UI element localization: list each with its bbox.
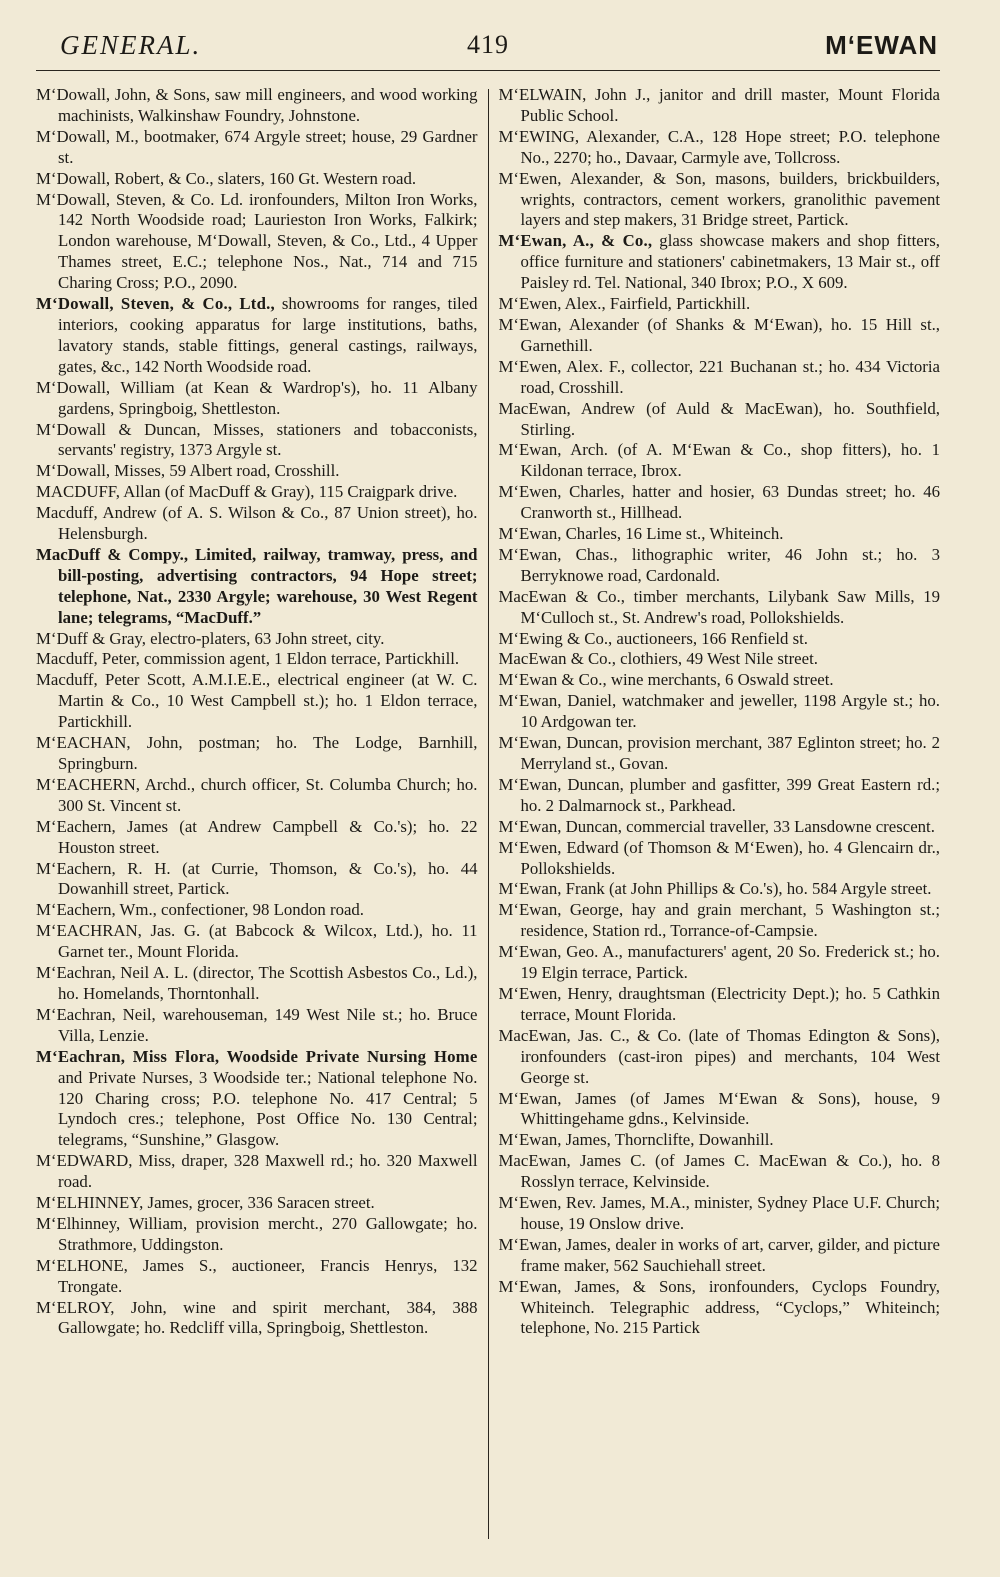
directory-entry (499, 1193, 941, 1235)
entry-text: M‘Ewan, Geo. A., manufacturers' agent, 20 So. Frederick st.; ho. 19 Elgin terrace, Partick. (498, 942, 940, 983)
entry-text: M‘Ewing & Co., auctioneers, 166 Renfield st. (498, 628, 808, 648)
entry-text: M‘Ewen, Henry, draughtsman (Electricity Dept.); ho. 5 Cathkin terrace, Mount Florida. (498, 983, 940, 1024)
page-header (36, 26, 940, 71)
entry-text: M‘Ewan, Charles, 16 Lime st., Whiteinch. (498, 524, 784, 544)
directory-entry (36, 775, 478, 817)
directory-entry (36, 1047, 478, 1152)
directory-entry (36, 1005, 478, 1047)
entry-text: M‘ELHONE, James S., auctioneer, Francis Henrys, 132 Trongate. (36, 1255, 478, 1296)
directory-entry (499, 817, 941, 838)
directory-entry (499, 1026, 941, 1089)
entry-text: M‘Ewen, Alex., Fairfield, Partickhill. (498, 294, 751, 314)
entry-text: M‘Ewan, Frank (at John Phillips & Co.'s), ho. 584 Argyle street. (498, 879, 932, 899)
directory-entry (36, 817, 478, 859)
directory-entry (499, 879, 941, 900)
entry-text: Macduff, Peter Scott, A.M.I.E.E., electrical engineer (at W. C. Martin & Co., 10 West Campbell st.); ho. 1 Eldon terrace, Partickhill. (36, 670, 478, 732)
directory-entry (499, 691, 941, 733)
directory-entry (499, 1235, 941, 1277)
entry-text: M‘Ewan, Duncan, plumber and gasfitter, 399 Great Eastern rd.; ho. 2 Dalmarnock st., Parkhead. (498, 774, 940, 815)
entry-text: M‘Eachran, Neil A. L. (director, The Scottish Asbestos Co., Ld.), ho. Homelands, Thorntonhall. (36, 963, 478, 1003)
entry-bold-name: M‘Ewan, A., & Co., (498, 231, 653, 251)
entry-text: M‘Eachern, R. H. (at Currie, Thomson, & Co.'s), ho. 44 Dowanhill street, Partick. (36, 858, 478, 899)
entry-text: MacEwan, Jas. C., & Co. (late of Thomas Edington & Sons), ironfounders (cast-iron pipes) and merchants, 104 West George st. (498, 1025, 940, 1087)
directory-entry (36, 294, 478, 378)
entry-text: M‘Ewen, Rev. James, M.A., minister, Sydney Place U.F. Church; house, 19 Onslow drive. (498, 1193, 940, 1233)
directory-entry (36, 629, 478, 650)
directory-entry (499, 545, 941, 587)
directory-entry (36, 420, 478, 462)
entry-text: M‘Eachern, James (at Andrew Campbell & Co.'s); ho. 22 Houston street. (36, 816, 478, 857)
directory-entry (36, 1298, 478, 1340)
directory-entry (499, 1151, 941, 1193)
entry-text: Macduff, Andrew (of A. S. Wilson & Co., 87 Union street), ho. Helensburgh. (36, 503, 478, 544)
entry-text: Macduff, Peter, commission agent, 1 Eldon terrace, Partickhill. (36, 649, 460, 669)
entry-text: M‘Duff & Gray, electro-platers, 63 John street, city. (36, 628, 385, 648)
running-head: M‘EWAN (825, 30, 938, 60)
entry-text: MACDUFF, Allan (of MacDuff & Gray), 115 Craigpark drive. (36, 482, 458, 502)
entry-text: M‘Dowall, M., bootmaker, 674 Argyle street; house, 29 Gardner st. (36, 126, 478, 167)
directory-entry (36, 921, 478, 963)
section-title: GENERAL. (60, 30, 202, 60)
entry-text: M‘EWING, Alexander, C.A., 128 Hope street; P.O. telephone No., 2270; ho., Davaar, Carmyle ave, Tollcross. (498, 126, 940, 167)
directory-entry (36, 649, 478, 670)
entry-text: M‘Eachern, Wm., confectioner, 98 London road. (36, 900, 365, 920)
directory-entry (36, 378, 478, 420)
entry-text: glass showcase makers and shop fitters, office furniture and stationers' cabinetmakers, 13 Mair st., off Paisley rd. Tel. National, 340 Ibrox; P.O., X 609. (520, 231, 940, 293)
entry-text: M‘Dowall, Robert, & Co., slaters, 160 Gt. Western road. (36, 168, 417, 188)
entry-text: M‘Ewan, Duncan, provision merchant, 387 Eglinton street; ho. 2 Merryland st., Govan. (498, 733, 940, 773)
directory-entry (36, 482, 478, 503)
entry-text: M‘Dowall, William (at Kean & Wardrop's), ho. 11 Albany gardens, Springboig, Shettleston. (36, 377, 478, 418)
directory-entry (36, 733, 478, 775)
entry-text: M‘Ewan, Daniel, watchmaker and jeweller, 1198 Argyle st.; ho. 10 Ardgowan ter. (498, 691, 940, 732)
directory-entry (36, 190, 478, 295)
entry-text: M‘Ewan, Duncan, commercial traveller, 33 Lansdowne crescent. (498, 816, 935, 836)
entry-text: M‘Ewan & Co., wine merchants, 6 Oswald street. (498, 670, 834, 690)
entry-text: M‘Dowall, John, & Sons, saw mill engineers, and wood working machinists, Walkinshaw Foundry, Johnstone. (36, 85, 478, 125)
directory-entry (499, 524, 941, 545)
directory-entry (36, 900, 478, 921)
entry-text: showrooms for ranges, tiled interiors, cooking apparatus for large institutions, baths, lavatory stands, stable fittings, general castings, railways, gates, &c., 142 North Woodside road. (58, 294, 478, 376)
directory-entry (499, 231, 941, 294)
entry-text: M‘Ewen, Charles, hatter and hosier, 63 Dundas street; ho. 46 Cranworth st., Hillhead. (498, 482, 940, 523)
entry-text: M‘EACHRAN, Jas. G. (at Babcock & Wilcox, Ltd.), ho. 11 Garnet ter., Mount Florida. (36, 921, 478, 962)
entry-text: MacEwan & Co., timber merchants, Lilybank Saw Mills, 19 M‘Culloch st., St. Andrew's road, Pollokshields. (498, 586, 940, 627)
page-number: 419 (467, 30, 509, 59)
directory-entry (36, 963, 478, 1005)
right-column (489, 85, 941, 1555)
directory-entry (499, 1089, 941, 1131)
directory-entry (499, 1130, 941, 1151)
directory-entry (499, 440, 941, 482)
directory-entry (36, 1256, 478, 1298)
directory-entry (499, 670, 941, 691)
directory-entry (36, 85, 478, 127)
directory-entry (36, 461, 478, 482)
left-column (36, 85, 488, 1555)
directory-entry (499, 85, 941, 127)
directory-columns (36, 85, 940, 1555)
entry-text: M‘Dowall, Steven, & Co. Ld. ironfounders, Milton Iron Works, 142 North Woodside road; Laurieston Iron Works, Falkirk; London warehouse, M‘Dowall, Steven, & Co., Ltd., 4 Upper Thames street, E.C.; telephone Nos., Nat., 714 and 715 Charing Cross; P.O., 2090. (36, 189, 478, 293)
entry-text: M‘ELHINNEY, James, grocer, 336 Saracen street. (36, 1193, 375, 1213)
directory-entry (499, 587, 941, 629)
entry-text: M‘EACHAN, John, postman; ho. The Lodge, Barnhill, Springburn. (36, 733, 478, 773)
entry-text: M‘EDWARD, Miss, draper, 328 Maxwell rd.; ho. 320 Maxwell road. (36, 1151, 478, 1192)
entry-text: M‘Ewan, James (of James M‘Ewan & Sons), house, 9 Whittingehame gdns., Kelvinside. (498, 1088, 940, 1129)
entry-text: M‘Eachran, Neil, warehouseman, 149 West Nile st.; ho. Bruce Villa, Lenzie. (36, 1004, 478, 1045)
directory-entry (36, 670, 478, 733)
directory-entry (36, 859, 478, 901)
directory-entry (499, 629, 941, 650)
directory-entry (499, 649, 941, 670)
entry-text: M‘Ewan, James, & Sons, ironfounders, Cyclops Foundry, Whiteinch. Telegraphic address, “Cyclops,” Whiteinch; telephone, No. 215 Partick (498, 1276, 940, 1338)
entry-bold-name: M‘Dowall, Steven, & Co., Ltd., (36, 294, 275, 314)
directory-entry (499, 482, 941, 524)
entry-text: M‘EACHERN, Archd., church officer, St. Columba Church; ho. 300 St. Vincent st. (36, 774, 478, 815)
directory-entry (499, 127, 941, 169)
directory-entry (499, 169, 941, 232)
directory-entry (499, 900, 941, 942)
entry-text: M‘Ewan, George, hay and grain merchant, 5 Washington st.; residence, Station rd., Torrance-of-Campsie. (498, 900, 940, 941)
entry-text: M‘ELROY, John, wine and spirit merchant, 384, 388 Gallowgate; ho. Redcliff villa, Springboig, Shettleston. (36, 1297, 478, 1338)
directory-entry (36, 169, 478, 190)
directory-entry (36, 1214, 478, 1256)
directory-entry (499, 733, 941, 775)
entry-text: M‘Ewan, James, Thornclifte, Dowanhill. (498, 1130, 774, 1150)
directory-entry (36, 1151, 478, 1193)
entry-text: M‘Ewan, Alexander (of Shanks & M‘Ewan), ho. 15 Hill st., Garnethill. (498, 314, 940, 355)
entry-text: M‘Elhinney, William, provision mercht., 270 Gallowgate; ho. Strathmore, Uddingston. (36, 1213, 478, 1254)
entry-text: M‘Ewan, Chas., lithographic writer, 46 John st.; ho. 3 Berryknowe road, Cardonald. (498, 544, 940, 585)
entry-text: MacEwan & Co., clothiers, 49 West Nile street. (498, 649, 818, 669)
directory-entry (36, 127, 478, 169)
entry-text: and Private Nurses, 3 Woodside ter.; National telephone No. 120 Charing cross; P.O. telephone No. 417 Central; 5 Lyndoch cres.; telephone, Post Office No. 130 Central; telegrams, “Sunshine,” Glasgow. (58, 1067, 478, 1150)
directory-entry (499, 357, 941, 399)
directory-entry (499, 294, 941, 315)
directory-entry (499, 315, 941, 357)
directory-entry: MacDuff & Compy., Limited, railway, tramway, press, and bill-posting, advertising contractors, 94 Hope street; telephone, Nat., 2330 Argyle; warehouse, 30 West Regent lane; telegrams, “MacDuff.” (36, 544, 478, 627)
directory-entry (36, 1193, 478, 1214)
directory-entry (499, 838, 941, 880)
entry-text: M‘Ewen, Alexander, & Son, masons, builders, brickbuilders, wrights, contractors, cement workers, granolithic pavement layers and step makers, 31 Bridge street, Partick. (498, 168, 940, 230)
entry-text: M‘Ewan, James, dealer in works of art, carver, gilder, and picture frame maker, 562 Sauchiehall street. (498, 1234, 940, 1275)
directory-entry (499, 984, 941, 1026)
entry-text: M‘Ewan, Arch. (of A. M‘Ewan & Co., shop fitters), ho. 1 Kildonan terrace, Ibrox. (498, 440, 940, 481)
directory-entry (499, 1277, 941, 1340)
entry-text: MacEwan, James C. (of James C. MacEwan & Co.), ho. 8 Rosslyn terrace, Kelvinside. (498, 1151, 940, 1192)
directory-entry (36, 503, 478, 545)
entry-text: M‘Dowall & Duncan, Misses, stationers and tobacconists, servants' registry, 1373 Argyle st. (36, 419, 478, 460)
entry-text: M‘ELWAIN, John J., janitor and drill master, Mount Florida Public School. (498, 85, 940, 125)
entry-text: M‘Dowall, Misses, 59 Albert road, Crosshill. (36, 461, 340, 481)
entry-text: M‘Ewen, Alex. F., collector, 221 Buchanan st.; ho. 434 Victoria road, Crosshill. (498, 356, 940, 397)
entry-text: MacEwan, Andrew (of Auld & MacEwan), ho. Southfield, Stirling. (498, 398, 940, 439)
entry-bold-name: M‘Eachran, Miss Flora, Woodside Private Nursing Home (36, 1046, 478, 1066)
directory-entry (499, 942, 941, 984)
entry-text: M‘Ewen, Edward (of Thomson & M‘Ewen), ho. 4 Glencairn dr., Pollokshields. (498, 837, 940, 878)
directory-entry (499, 399, 941, 441)
directory-entry (499, 775, 941, 817)
